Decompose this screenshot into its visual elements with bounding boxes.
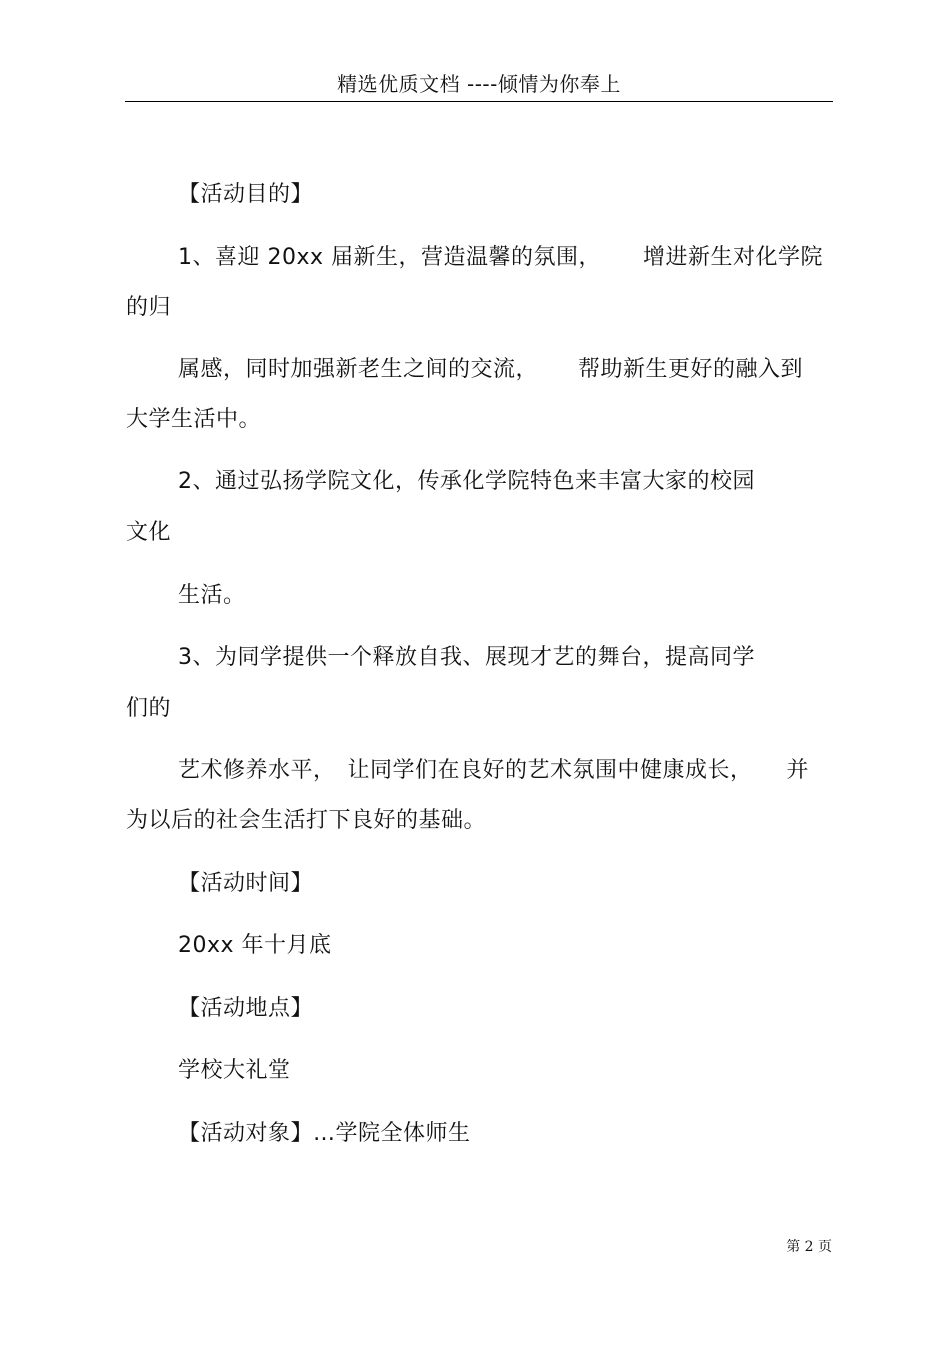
text-segment: 帮助新生更好的融入到 (578, 357, 804, 382)
paragraph-line (178, 355, 803, 385)
paragraph-line: 的归 (126, 295, 172, 320)
text-segment: 并 (786, 758, 810, 783)
page-header-title: 精选优质文档 ----倾情为你奉上 (337, 72, 621, 96)
place-value: 学校大礼堂 (178, 1058, 291, 1083)
paragraph-line: 3、为同学提供一个释放自我、展现才艺的舞台，提高同学 (178, 645, 755, 670)
paragraph-line: 生活。 (178, 583, 246, 608)
text-segment: 艺术修养水平， (178, 758, 336, 783)
paragraph-line: 为以后的社会生活打下良好的基础。 (126, 808, 487, 833)
text-segment: 增进新生对化学院 (643, 245, 824, 270)
text-segment: 1、喜迎 20xx 届新生，营造温馨的氛围， (178, 245, 602, 270)
section-target-line: 【活动对象】…学院全体师生 (178, 1121, 471, 1146)
paragraph-line: 2、通过弘扬学院文化，传承化学院特色来丰富大家的校园 (178, 469, 755, 494)
header-divider (125, 101, 833, 102)
section-heading-place: 【活动地点】 (178, 996, 314, 1021)
text-segment: 属感，同时加强新老生之间的交流， (178, 357, 539, 382)
paragraph-line (178, 243, 823, 273)
page-number: 第 2 页 (786, 1239, 832, 1255)
text-segment: 让同学们在良好的艺术氛围中健康成长， (347, 758, 753, 783)
paragraph-line: 们的 (126, 696, 172, 721)
paragraph-line (178, 756, 809, 786)
time-value: 20xx 年十月底 (178, 933, 332, 958)
paragraph-line: 大学生活中。 (126, 407, 262, 432)
paragraph-line: 文化 (126, 520, 172, 545)
section-heading-time: 【活动时间】 (178, 871, 314, 896)
section-heading-purpose: 【活动目的】 (178, 182, 314, 207)
